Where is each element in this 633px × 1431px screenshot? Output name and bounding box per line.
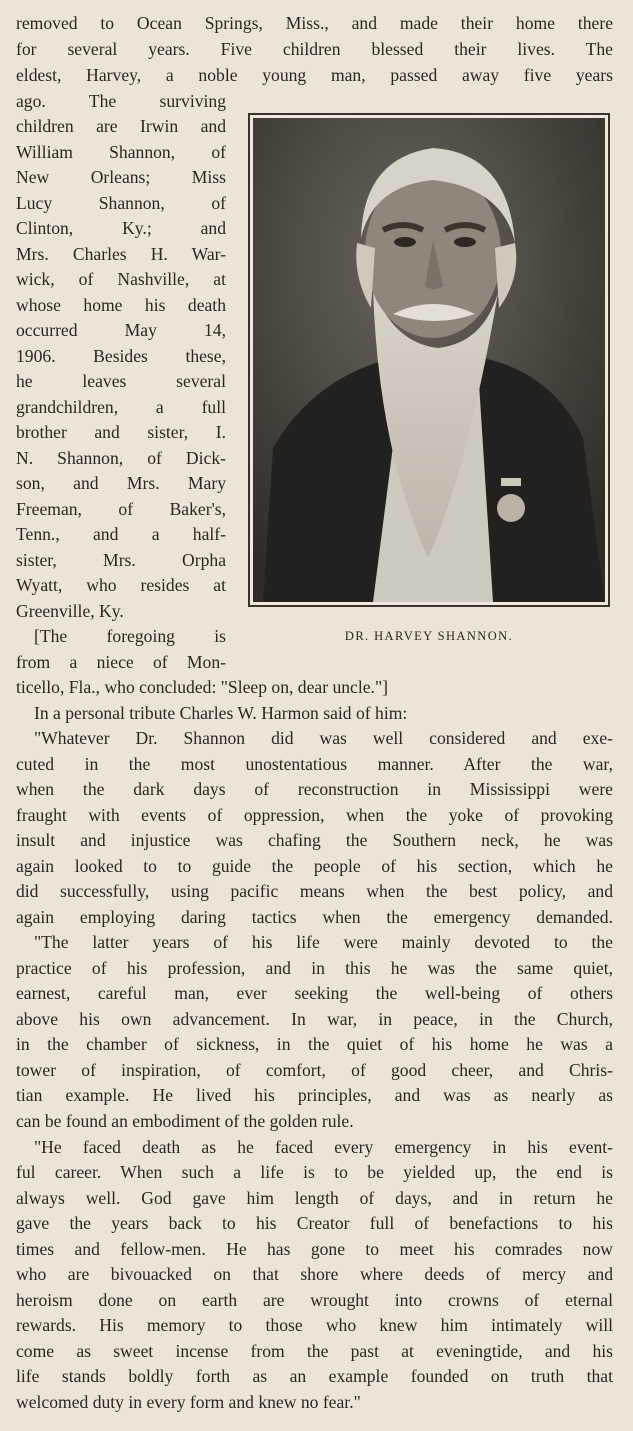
text-line: did successfully, using pacific means when the best policy, and (16, 881, 613, 901)
text-line: [The foregoing is (34, 626, 226, 646)
text-line: for several years. Five children blessed their lives. The (16, 39, 613, 59)
text-line: can be found an embodiment of the golden rule. (16, 1111, 354, 1131)
text-line: N. Shannon, of Dick- (16, 448, 226, 468)
portrait-illustration (253, 118, 605, 602)
text-line: Clinton, Ky.; and (16, 218, 226, 238)
text-line: occurred May 14, (16, 320, 226, 340)
text-line: practice of his profession, and in this he was the same quiet, (16, 958, 613, 978)
text-line: in the chamber of sickness, in the quiet of his home he was a (16, 1034, 613, 1054)
text-line: children are Irwin and (16, 116, 226, 136)
text-line: sister, Mrs. Orpha (16, 550, 226, 570)
text-line: life stands boldly forth as an example founded on truth that (16, 1366, 613, 1386)
text-line: Greenville, Ky. (16, 601, 124, 621)
photo-caption: DR. HARVEY SHANNON. (344, 629, 514, 643)
text-line: wick, of Nashville, at (16, 269, 226, 289)
text-line: Freeman, of Baker's, (16, 499, 226, 519)
text-line: ago. The surviving (16, 91, 226, 111)
text-line: William Shannon, of (16, 142, 226, 162)
text-line: brother and sister, I. (16, 422, 226, 442)
text-line: grandchildren, a full (16, 397, 226, 417)
text-line: eldest, Harvey, a noble young man, passed away five years (16, 65, 613, 85)
text-line: gave the years back to his Creator full of benefactions to his (16, 1213, 613, 1233)
text-line: tower of inspiration, of comfort, of good cheer, and Chris- (16, 1060, 613, 1080)
text-line: insult and injustice was chafing the Southern neck, he was (16, 830, 613, 850)
text-line: "He faced death as he faced every emergency in his event- (34, 1137, 613, 1157)
text-line: come as sweet incense from the past at eveningtide, and his (16, 1341, 613, 1361)
text-line: earnest, careful man, ever seeking the well-being of others (16, 983, 613, 1003)
text-line: always well. God gave him length of days, and in return he (16, 1188, 613, 1208)
text-line: whose home his death (16, 295, 226, 315)
text-line: Mrs. Charles H. War- (16, 244, 226, 264)
text-line: when the dark days of reconstruction in Mississippi were (16, 779, 613, 799)
text-line: heroism done on earth are wrought into crowns of eternal (16, 1290, 613, 1310)
text-line: from a niece of Mon- (16, 652, 226, 672)
text-line: ful career. When such a life is to be yielded up, the end is (16, 1162, 613, 1182)
text-line: son, and Mrs. Mary (16, 473, 226, 493)
text-line: "Whatever Dr. Shannon did was well considered and exe- (34, 728, 613, 748)
text-line: times and fellow-men. He has gone to meet his comrades now (16, 1239, 613, 1259)
text-line: 1906. Besides these, (16, 346, 226, 366)
text-line: removed to Ocean Springs, Miss., and made their home there (16, 13, 613, 33)
text-line: again looked to to guide the people of his section, which he (16, 856, 613, 876)
text-line: welcomed duty in every form and knew no fear." (16, 1392, 361, 1412)
text-line: ticello, Fla., who concluded: "Sleep on, dear uncle."] (16, 677, 388, 697)
text-line: again employing daring tactics when the emergency demanded. (16, 907, 613, 927)
text-line: Tenn., and a half- (16, 524, 226, 544)
text-line: rewards. His memory to those who knew him intimately will (16, 1315, 613, 1335)
text-line: who are bivouacked on that shore where deeds of mercy and (16, 1264, 613, 1284)
text-line: cuted in the most unostentatious manner. After the war, (16, 754, 613, 774)
portrait-photo (248, 113, 610, 607)
text-line: "The latter years of his life were mainly devoted to the (34, 932, 613, 952)
text-line: Lucy Shannon, of (16, 193, 226, 213)
text-line: In a personal tribute Charles W. Harmon said of him: (34, 703, 408, 723)
text-line: above his own advancement. In war, in peace, in the Church, (16, 1009, 613, 1029)
text-line: fraught with events of oppression, when the yoke of provoking (16, 805, 613, 825)
text-line: he leaves several (16, 371, 226, 391)
text-line: New Orleans; Miss (16, 167, 226, 187)
text-line: Wyatt, who resides at (16, 575, 226, 595)
text-line: tian example. He lived his principles, and was as nearly as (16, 1085, 613, 1105)
